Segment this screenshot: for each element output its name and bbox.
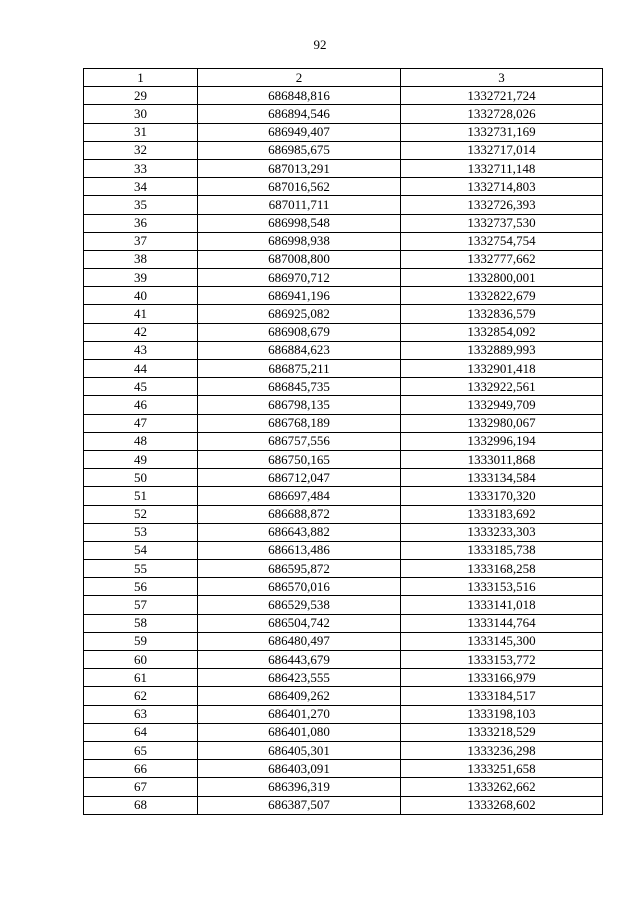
x-coordinate-cell: 686970,712 — [198, 269, 401, 287]
y-coordinate-cell: 1332922,561 — [401, 378, 603, 396]
point-number-cell: 38 — [84, 250, 198, 268]
x-coordinate-cell: 686697,484 — [198, 487, 401, 505]
x-coordinate-cell: 686613,486 — [198, 541, 401, 559]
table-row — [84, 505, 603, 523]
table-row — [84, 269, 603, 287]
table-row — [84, 487, 603, 505]
y-coordinate-cell: 1332737,530 — [401, 214, 603, 232]
y-coordinate-cell: 1332711,148 — [401, 159, 603, 177]
table-row — [84, 469, 603, 487]
table-row — [84, 305, 603, 323]
table-row — [84, 178, 603, 196]
y-coordinate-cell: 1333141,018 — [401, 596, 603, 614]
point-number-cell: 60 — [84, 651, 198, 669]
table-row — [84, 287, 603, 305]
x-coordinate-cell: 687008,800 — [198, 250, 401, 268]
x-coordinate-cell: 687016,562 — [198, 178, 401, 196]
y-coordinate-cell: 1333153,772 — [401, 651, 603, 669]
y-coordinate-cell: 1333218,529 — [401, 723, 603, 741]
table-row — [84, 450, 603, 468]
point-number-cell: 58 — [84, 614, 198, 632]
table-row — [84, 523, 603, 541]
y-coordinate-cell: 1332854,092 — [401, 323, 603, 341]
point-number-cell: 36 — [84, 214, 198, 232]
point-number-cell: 33 — [84, 159, 198, 177]
point-number-cell: 49 — [84, 450, 198, 468]
y-coordinate-cell: 1332754,754 — [401, 232, 603, 250]
x-coordinate-cell: 686529,538 — [198, 596, 401, 614]
x-coordinate-cell: 686884,623 — [198, 341, 401, 359]
x-coordinate-cell: 686570,016 — [198, 578, 401, 596]
x-coordinate-cell: 686998,548 — [198, 214, 401, 232]
table-row — [84, 669, 603, 687]
x-coordinate-cell: 686712,047 — [198, 469, 401, 487]
table-row — [84, 687, 603, 705]
point-number-cell: 61 — [84, 669, 198, 687]
y-coordinate-cell: 1332721,724 — [401, 87, 603, 105]
y-coordinate-cell: 1333144,764 — [401, 614, 603, 632]
x-coordinate-cell: 686401,080 — [198, 723, 401, 741]
table-row — [84, 723, 603, 741]
y-coordinate-cell: 1333011,868 — [401, 450, 603, 468]
table-header-row — [84, 69, 603, 87]
point-number-cell: 47 — [84, 414, 198, 432]
point-number-cell: 34 — [84, 178, 198, 196]
table-row — [84, 541, 603, 559]
point-number-cell: 41 — [84, 305, 198, 323]
x-coordinate-cell: 686757,556 — [198, 432, 401, 450]
y-coordinate-cell: 1333145,300 — [401, 632, 603, 650]
y-coordinate-cell: 1333168,258 — [401, 560, 603, 578]
table-row — [84, 141, 603, 159]
x-coordinate-cell: 687011,711 — [198, 196, 401, 214]
table-row — [84, 196, 603, 214]
column-header-1: 1 — [84, 69, 198, 87]
x-coordinate-cell: 686480,497 — [198, 632, 401, 650]
point-number-cell: 53 — [84, 523, 198, 541]
x-coordinate-cell: 686768,189 — [198, 414, 401, 432]
point-number-cell: 64 — [84, 723, 198, 741]
y-coordinate-cell: 1333185,738 — [401, 541, 603, 559]
point-number-cell: 68 — [84, 796, 198, 814]
y-coordinate-cell: 1333251,658 — [401, 760, 603, 778]
x-coordinate-cell: 686998,938 — [198, 232, 401, 250]
y-coordinate-cell: 1333134,584 — [401, 469, 603, 487]
point-number-cell: 32 — [84, 141, 198, 159]
x-coordinate-cell: 686949,407 — [198, 123, 401, 141]
table-row — [84, 123, 603, 141]
y-coordinate-cell: 1332800,001 — [401, 269, 603, 287]
table-row — [84, 741, 603, 759]
page-number: 92 — [313, 37, 327, 52]
y-coordinate-cell: 1333198,103 — [401, 705, 603, 723]
table-row — [84, 778, 603, 796]
x-coordinate-cell: 686405,301 — [198, 741, 401, 759]
point-number-cell: 43 — [84, 341, 198, 359]
table-body — [84, 87, 603, 815]
x-coordinate-cell: 686894,546 — [198, 105, 401, 123]
table-row — [84, 159, 603, 177]
x-coordinate-cell: 686504,742 — [198, 614, 401, 632]
table-row — [84, 341, 603, 359]
table-row — [84, 232, 603, 250]
point-number-cell: 63 — [84, 705, 198, 723]
point-number-cell: 31 — [84, 123, 198, 141]
point-number-cell: 35 — [84, 196, 198, 214]
table-row — [84, 323, 603, 341]
point-number-cell: 44 — [84, 360, 198, 378]
point-number-cell: 30 — [84, 105, 198, 123]
y-coordinate-cell: 1332822,679 — [401, 287, 603, 305]
point-number-cell: 29 — [84, 87, 198, 105]
table-row — [84, 760, 603, 778]
y-coordinate-cell: 1332949,709 — [401, 396, 603, 414]
x-coordinate-cell: 686423,555 — [198, 669, 401, 687]
table-row — [84, 578, 603, 596]
x-coordinate-cell: 686443,679 — [198, 651, 401, 669]
table-row — [84, 560, 603, 578]
table-row — [84, 651, 603, 669]
point-number-cell: 50 — [84, 469, 198, 487]
point-number-cell: 42 — [84, 323, 198, 341]
y-coordinate-cell: 1332728,026 — [401, 105, 603, 123]
point-number-cell: 48 — [84, 432, 198, 450]
x-coordinate-cell: 686908,679 — [198, 323, 401, 341]
point-number-cell: 46 — [84, 396, 198, 414]
y-coordinate-cell: 1332889,993 — [401, 341, 603, 359]
x-coordinate-cell: 686403,091 — [198, 760, 401, 778]
point-number-cell: 39 — [84, 269, 198, 287]
y-coordinate-cell: 1333184,517 — [401, 687, 603, 705]
x-coordinate-cell: 686387,507 — [198, 796, 401, 814]
x-coordinate-cell: 686401,270 — [198, 705, 401, 723]
table-row — [84, 105, 603, 123]
x-coordinate-cell: 686848,816 — [198, 87, 401, 105]
point-number-cell: 66 — [84, 760, 198, 778]
table-row — [84, 414, 603, 432]
x-coordinate-cell: 686798,135 — [198, 396, 401, 414]
table-row — [84, 87, 603, 105]
point-number-cell: 54 — [84, 541, 198, 559]
x-coordinate-cell: 686941,196 — [198, 287, 401, 305]
point-number-cell: 62 — [84, 687, 198, 705]
x-coordinate-cell: 686845,735 — [198, 378, 401, 396]
column-header-2: 2 — [198, 69, 401, 87]
table-row — [84, 596, 603, 614]
table-row — [84, 705, 603, 723]
y-coordinate-cell: 1333233,303 — [401, 523, 603, 541]
y-coordinate-cell: 1333170,320 — [401, 487, 603, 505]
y-coordinate-cell: 1332731,169 — [401, 123, 603, 141]
y-coordinate-cell: 1332836,579 — [401, 305, 603, 323]
table-row — [84, 214, 603, 232]
point-number-cell: 37 — [84, 232, 198, 250]
y-coordinate-cell: 1333236,298 — [401, 741, 603, 759]
point-number-cell: 45 — [84, 378, 198, 396]
x-coordinate-cell: 686396,319 — [198, 778, 401, 796]
x-coordinate-cell: 686875,211 — [198, 360, 401, 378]
table-row — [84, 396, 603, 414]
point-number-cell: 55 — [84, 560, 198, 578]
point-number-cell: 59 — [84, 632, 198, 650]
x-coordinate-cell: 686688,872 — [198, 505, 401, 523]
point-number-cell: 56 — [84, 578, 198, 596]
y-coordinate-cell: 1333183,692 — [401, 505, 603, 523]
point-number-cell: 51 — [84, 487, 198, 505]
table-row — [84, 632, 603, 650]
column-header-3: 3 — [401, 69, 603, 87]
point-number-cell: 57 — [84, 596, 198, 614]
y-coordinate-cell: 1333166,979 — [401, 669, 603, 687]
y-coordinate-cell: 1332901,418 — [401, 360, 603, 378]
table-row — [84, 432, 603, 450]
y-coordinate-cell: 1332717,014 — [401, 141, 603, 159]
point-number-cell: 52 — [84, 505, 198, 523]
x-coordinate-cell: 687013,291 — [198, 159, 401, 177]
x-coordinate-cell: 686750,165 — [198, 450, 401, 468]
y-coordinate-cell: 1332714,803 — [401, 178, 603, 196]
point-number-cell: 65 — [84, 741, 198, 759]
y-coordinate-cell: 1332777,662 — [401, 250, 603, 268]
table-row — [84, 250, 603, 268]
x-coordinate-cell: 686643,882 — [198, 523, 401, 541]
x-coordinate-cell: 686409,262 — [198, 687, 401, 705]
table-row — [84, 360, 603, 378]
y-coordinate-cell: 1333268,602 — [401, 796, 603, 814]
x-coordinate-cell: 686595,872 — [198, 560, 401, 578]
table-row — [84, 378, 603, 396]
point-number-cell: 40 — [84, 287, 198, 305]
point-number-cell: 67 — [84, 778, 198, 796]
x-coordinate-cell: 686925,082 — [198, 305, 401, 323]
y-coordinate-cell: 1333262,662 — [401, 778, 603, 796]
y-coordinate-cell: 1332726,393 — [401, 196, 603, 214]
coordinates-table — [83, 68, 603, 815]
y-coordinate-cell: 1333153,516 — [401, 578, 603, 596]
table-row — [84, 796, 603, 814]
table-row — [84, 614, 603, 632]
y-coordinate-cell: 1332980,067 — [401, 414, 603, 432]
x-coordinate-cell: 686985,675 — [198, 141, 401, 159]
y-coordinate-cell: 1332996,194 — [401, 432, 603, 450]
